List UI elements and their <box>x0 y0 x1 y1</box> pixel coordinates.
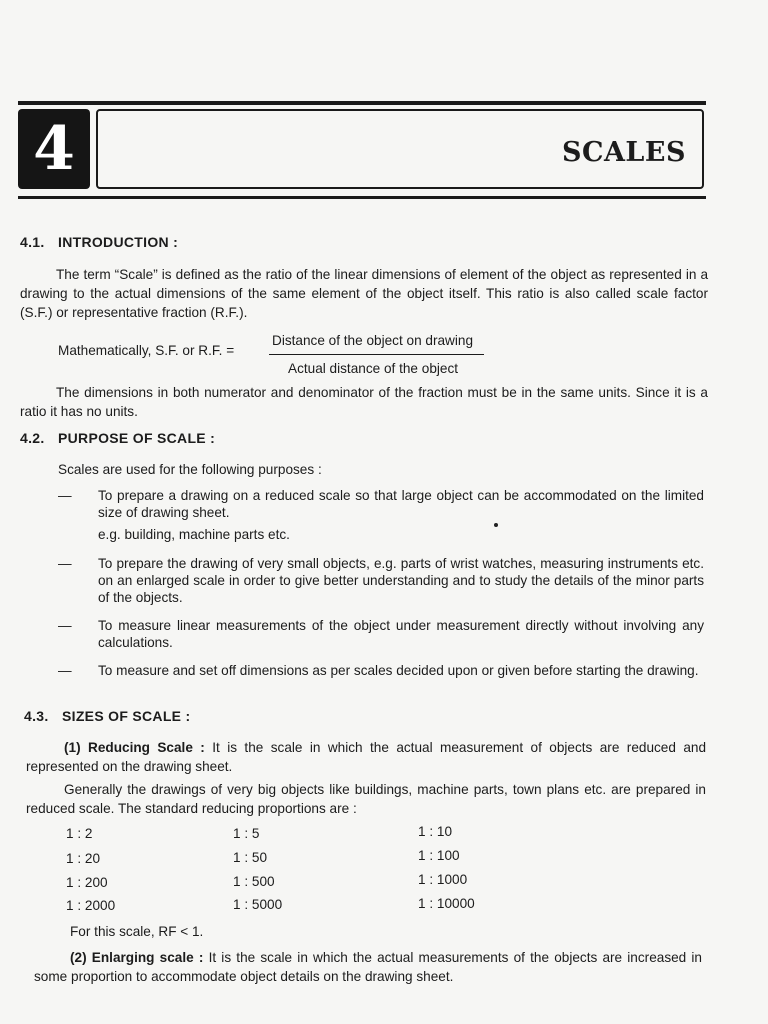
rf-note: For this scale, RF < 1. <box>70 924 204 939</box>
reducing-scale-text: It is the scale in which the actual measurement of objects are reduced and represented on the drawing sheet. <box>26 740 707 774</box>
chapter-number: 4 <box>33 114 75 184</box>
rf-formula <box>58 333 498 383</box>
units-paragraph: The dimensions in both numerator and denominator of the fraction must be in the same units. Since it is a ratio it has no units. <box>20 385 708 419</box>
reducing-scale-paragraph <box>26 738 706 776</box>
stray-dot <box>494 523 498 527</box>
section-heading-introduction <box>20 234 178 250</box>
formula-denominator: Actual distance of the object <box>288 361 459 376</box>
ratio-cell: 1 : 20 <box>66 851 101 866</box>
enlarging-scale-paragraph <box>34 948 702 986</box>
list-item-text: To measure and set off dimensions as per scales decided upon or given before starting the drawing. <box>98 663 699 678</box>
section-title: SIZES OF SCALE : <box>62 708 191 724</box>
fraction-bar <box>269 354 484 355</box>
list-dash: — <box>58 618 72 633</box>
ratio-cell: 1 : 10000 <box>418 896 475 911</box>
section-number: 4.3. <box>24 708 49 724</box>
list-item-text: To prepare a drawing on a reduced scale so that large object can be accommodated on the limited size of drawing sheet. <box>98 488 704 520</box>
ratio-cell: 1 : 2000 <box>66 898 116 913</box>
list-item-text: To measure linear measurements of the object under measurement directly without involving any calculations. <box>98 618 704 650</box>
list-item-example: e.g. building, machine parts etc. <box>98 527 290 542</box>
purpose-intro: Scales are used for the following purposes : <box>58 462 322 477</box>
general-paragraph: Generally the drawings of very big objects like buildings, machine parts, town plans etc. are prepared in reduced scale. The standard reducing proportions are : <box>26 782 706 816</box>
section-number: 4.2. <box>20 430 45 446</box>
header-bottom-rule <box>18 196 706 199</box>
ratio-cell: 1 : 5000 <box>233 897 283 912</box>
ratio-cell: 1 : 2 <box>66 826 93 841</box>
section-title: INTRODUCTION : <box>58 234 179 250</box>
ratio-cell: 1 : 100 <box>418 848 460 863</box>
list-dash: — <box>58 488 72 503</box>
reducing-scale-label: (1) Reducing Scale : <box>64 740 205 755</box>
list-dash: — <box>58 556 72 571</box>
formula-lhs: Mathematically, S.F. or R.F. = <box>58 343 235 358</box>
intro-paragraph: The term “Scale” is defined as the ratio of the linear dimensions of element of the object as represented in a drawing to the actual dimensions of the same element of the object itself. This ratio is also called scale factor (S.F.) or representative fraction (R.F.). <box>20 267 708 320</box>
chapter-title-box <box>96 109 704 189</box>
list-dash: — <box>58 663 72 678</box>
section-title: PURPOSE OF SCALE : <box>58 430 216 446</box>
enlarging-scale-text: It is the scale in which the actual measurements of the objects are increased in some proportion to accommodate object details on the drawing sheet. <box>34 950 702 984</box>
chapter-number-box <box>18 109 90 189</box>
section-heading-purpose <box>20 430 215 446</box>
header-top-rule <box>18 101 706 105</box>
section-heading-sizes <box>24 708 190 724</box>
ratio-cell: 1 : 10 <box>418 824 453 839</box>
ratio-cell: 1 : 500 <box>233 874 275 889</box>
enlarging-scale-label: (2) Enlarging scale : <box>70 950 204 965</box>
ratio-cell: 1 : 50 <box>233 850 268 865</box>
chapter-title: SCALES <box>562 137 686 168</box>
ratio-cell: 1 : 5 <box>233 826 260 841</box>
section-number: 4.1. <box>20 234 45 250</box>
formula-numerator: Distance of the object on drawing <box>272 333 474 348</box>
ratio-cell: 1 : 200 <box>66 875 108 890</box>
ratio-cell: 1 : 1000 <box>418 872 468 887</box>
list-item-text: To prepare the drawing of very small objects, e.g. parts of wrist watches, measuring instruments etc. on an enlarged scale in order to give better understanding and to study the details of the minor parts of the objects. <box>98 556 704 605</box>
